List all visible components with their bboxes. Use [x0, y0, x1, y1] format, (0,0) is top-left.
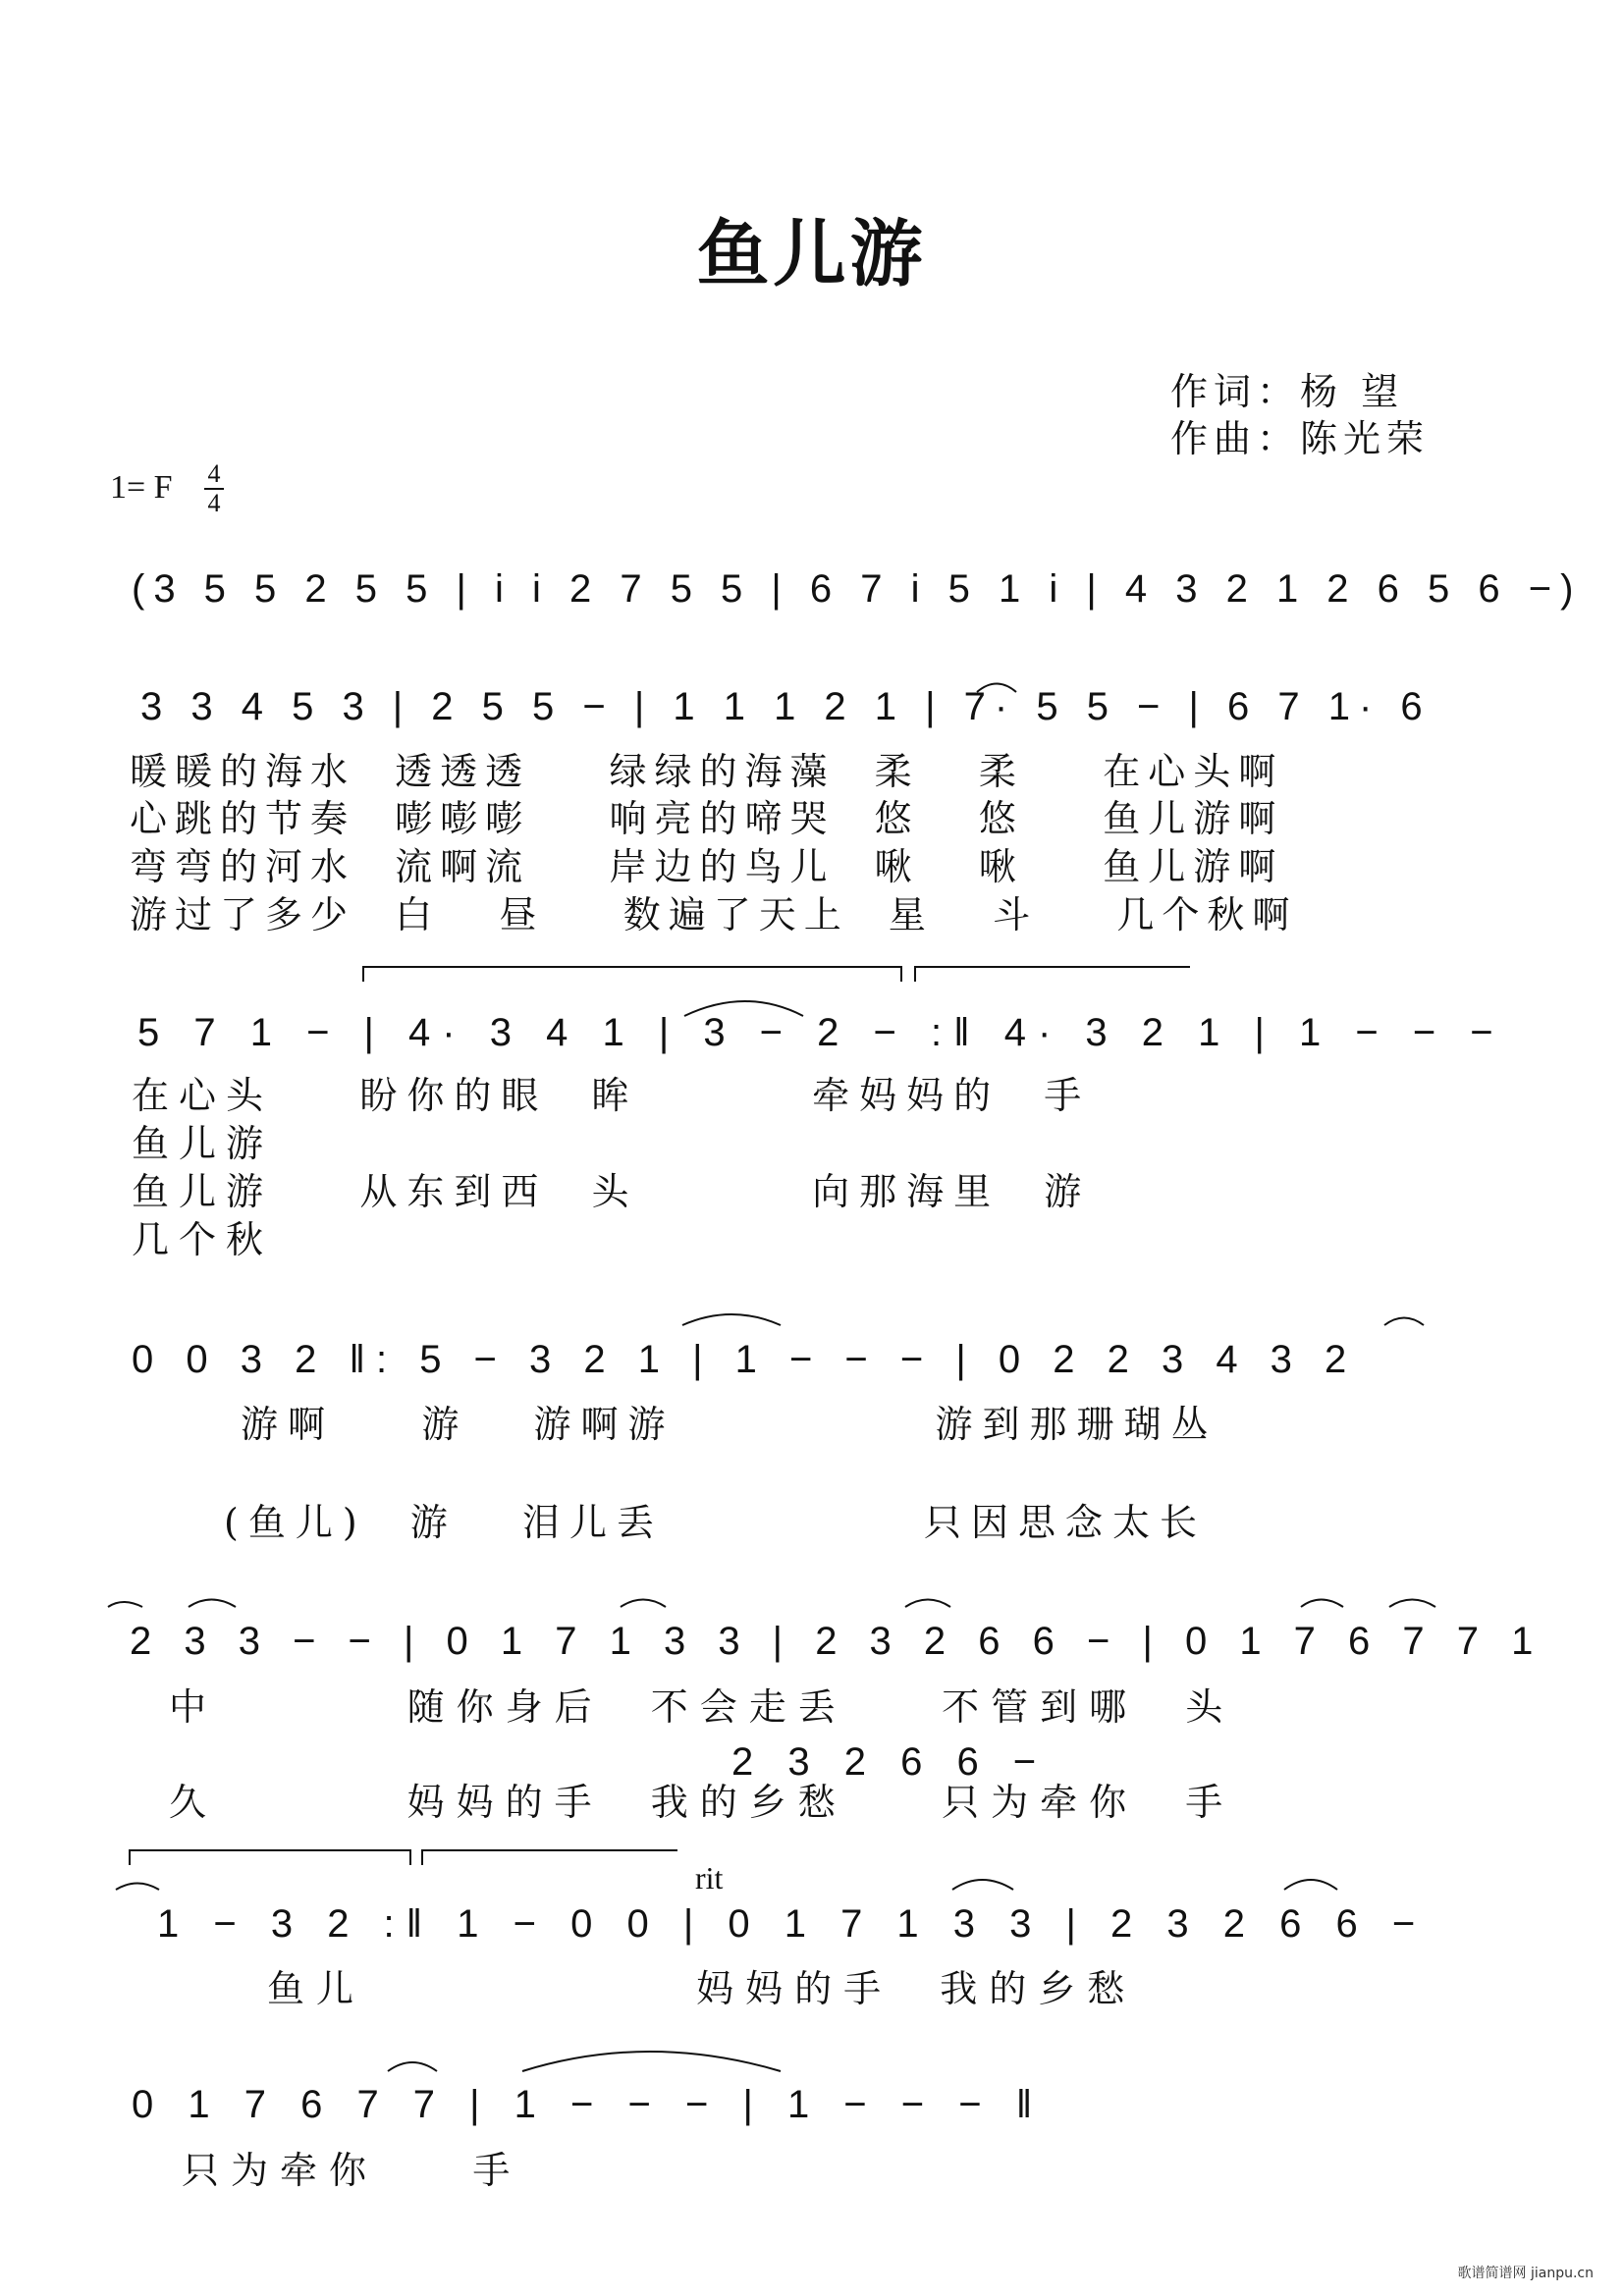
lyric-row-3-verse-4: 几个秋 — [132, 1218, 274, 1261]
slur — [1301, 1600, 1343, 1608]
key-signature: 1= F — [110, 469, 173, 506]
lyric-row-3-verse-3: 鱼儿游 从东到西 头 向那海里 游 — [132, 1170, 1092, 1213]
slur — [388, 2062, 437, 2071]
page-title: 鱼儿游 — [696, 212, 927, 296]
slur — [1284, 1880, 1337, 1890]
lyric-row-2-verse-2: 心跳的节奏 嘭嘭嘭 响亮的啼哭 悠 悠 鱼儿游啊 — [130, 797, 1284, 840]
lyric-row-6-verse-1: 鱼儿 妈妈的手 我的乡愁 — [267, 1967, 1137, 2010]
slur — [684, 1001, 803, 1016]
volta-1-bracket — [363, 967, 901, 982]
lyric-row-2-verse-4: 游过了多少 白 昼 数遍了天上 星 斗 几个秋啊 — [130, 893, 1298, 936]
volta-1-bracket-b — [130, 1850, 410, 1865]
notation-row-3: 5 7 1 − | 4· 3 4 1 | 3 − 2 − :‖ 4· 3 2 1 | 1 − − − — [137, 1011, 1505, 1054]
notation-row-4: 0 0 3 2 ‖: 5 − 3 2 1 | 1 − − − | 0 2 2 3 4 3 2 — [132, 1338, 1358, 1381]
slur — [108, 1602, 142, 1607]
slur — [1384, 1318, 1424, 1326]
notation-row-7: 0 1 7 6 7 7 | 1 − − − | 1 − − − ‖ — [132, 2083, 1045, 2126]
lyric-row-3-verse-1: 在心头 盼你的眼 眸 牵妈妈的 手 — [132, 1074, 1092, 1117]
slur — [952, 1880, 1013, 1890]
notation-row-2: 3 3 4 5 3 | 2 5 5 − | 1 1 1 2 1 | 7· 5 5 − | 6 7 1· 6 — [140, 685, 1432, 728]
slur — [1389, 1600, 1435, 1608]
lyricist-credit: 作词：杨 望 — [1170, 370, 1405, 413]
lyric-row-2-verse-3: 弯弯的河水 流啊流 岸边的鸟儿 啾 啾 鱼儿游啊 — [130, 845, 1284, 888]
slur — [116, 1884, 159, 1891]
lyric-row-5-verse-2: 久 妈妈的手 我的乡愁 只为牵你 手 — [169, 1781, 1235, 1824]
rit-marking: rit — [695, 1860, 724, 1896]
lyric-row-2-verse-1: 暖暖的海水 透透透 绿绿的海藻 柔 柔 在心头啊 — [130, 750, 1284, 793]
notation-row-1: (3 5 5 2 5 5 | i i 2 7 5 5 | 6 7 i 5 1 i | 4 3 2 1 2 6 5 6 −) — [132, 567, 1583, 611]
lyric-row-5-verse-1: 中 随你身后 不会走丢 不管到哪 头 — [169, 1685, 1235, 1729]
time-signature-bottom: 4 — [207, 489, 221, 517]
slur — [621, 1600, 666, 1608]
volta-2-bracket-b — [422, 1850, 677, 1865]
notation-row-6: 1 − 3 2 :‖ 1 − 0 0 | 0 1 7 1 3 3 | 2 3 2 6 6 − — [157, 1902, 1428, 1946]
lyric-row-7-verse-1: 只为牵你 手 — [182, 2149, 522, 2192]
lyric-row-4-verse-2: (鱼儿) 游 泪儿丢 只因思念太长 — [224, 1501, 1207, 1544]
slur — [189, 1600, 236, 1608]
watermark: 歌谱简谱网 jianpu.cn — [1457, 2266, 1594, 2281]
lyric-row-3-verse-2: 鱼儿游 — [132, 1122, 274, 1165]
composer-credit: 作曲：陈光荣 — [1170, 417, 1431, 460]
slur — [522, 2052, 781, 2071]
notation-row-5: 2 3 3 − − | 0 1 7 1 3 3 | 2 3 2 6 6 − | 0 1 7 6 7 7 1 — [130, 1620, 1544, 1663]
slur — [905, 1600, 950, 1608]
alt-notation-row-5: 2 3 2 6 6 − — [731, 1740, 1049, 1784]
volta-2-bracket — [915, 967, 1190, 982]
lyric-row-4-verse-1: 游啊 游 游啊游 游到那珊瑚丛 — [241, 1403, 1218, 1446]
time-signature-top: 4 — [207, 459, 221, 488]
slur — [977, 684, 1016, 693]
slur — [682, 1314, 781, 1325]
